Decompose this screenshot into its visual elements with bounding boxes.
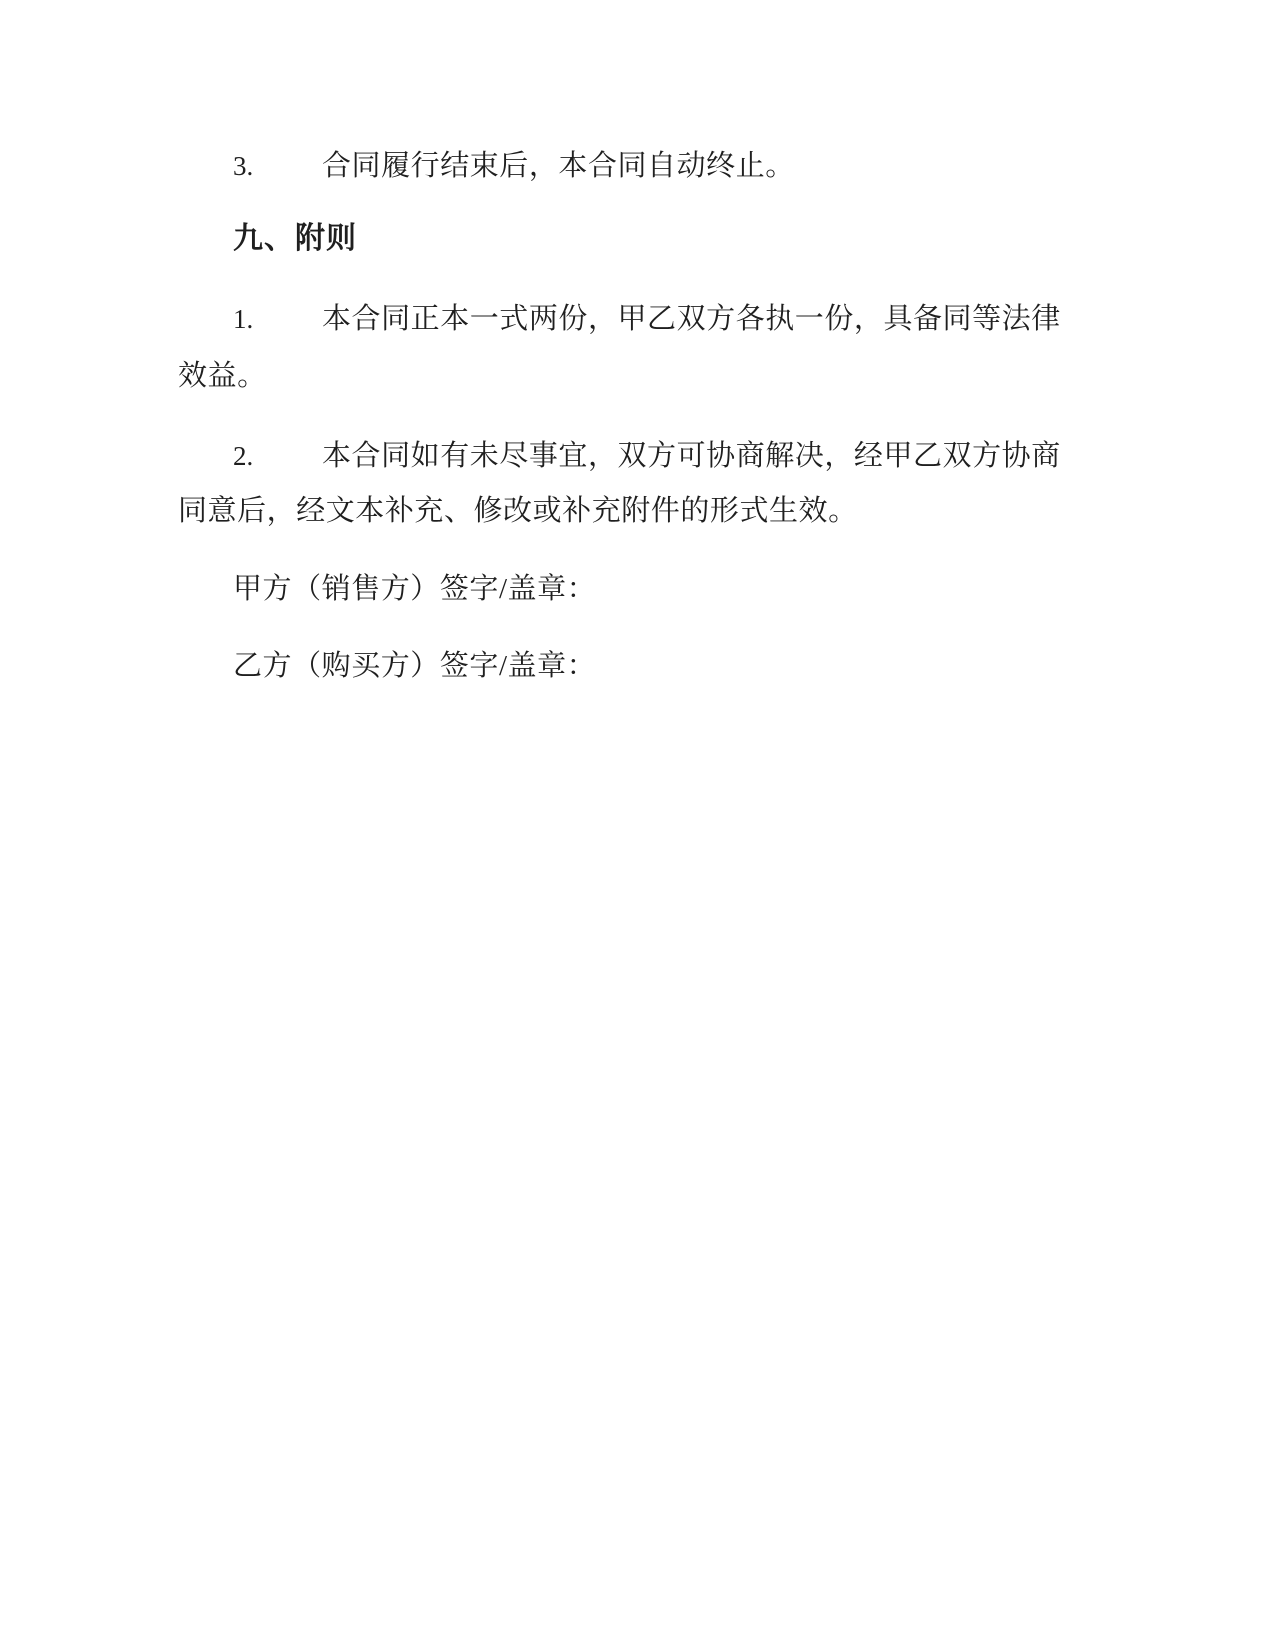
signature-line-party-b: 乙方（购买方）签字/盖章： (233, 650, 597, 682)
clause-2-line-1 (233, 442, 1061, 471)
clause-3-text: 合同履行结束后，本合同自动终止。 (322, 150, 795, 182)
clause-1-text-line-1: 本合同正本一式两份，甲乙双方各执一份，具备同等法律 (322, 303, 1061, 335)
clause-3-line (233, 152, 795, 181)
clause-2-number: 2. (233, 441, 254, 471)
clause-1-line-1 (233, 305, 1061, 334)
clause-1-number: 1. (233, 304, 254, 334)
clause-2-text-line-2: 同意后，经文本补充、修改或补充附件的形式生效。 (178, 495, 858, 527)
clause-1-text-line-2: 效益。 (178, 360, 267, 392)
clause-2-text-line-1: 本合同如有未尽事宜，双方可协商解决，经甲乙双方协商 (322, 440, 1061, 472)
signature-line-party-a: 甲方（销售方）签字/盖章： (233, 573, 597, 605)
clause-3-number: 3. (233, 151, 254, 181)
section-9-heading: 九、附则 (233, 222, 357, 255)
